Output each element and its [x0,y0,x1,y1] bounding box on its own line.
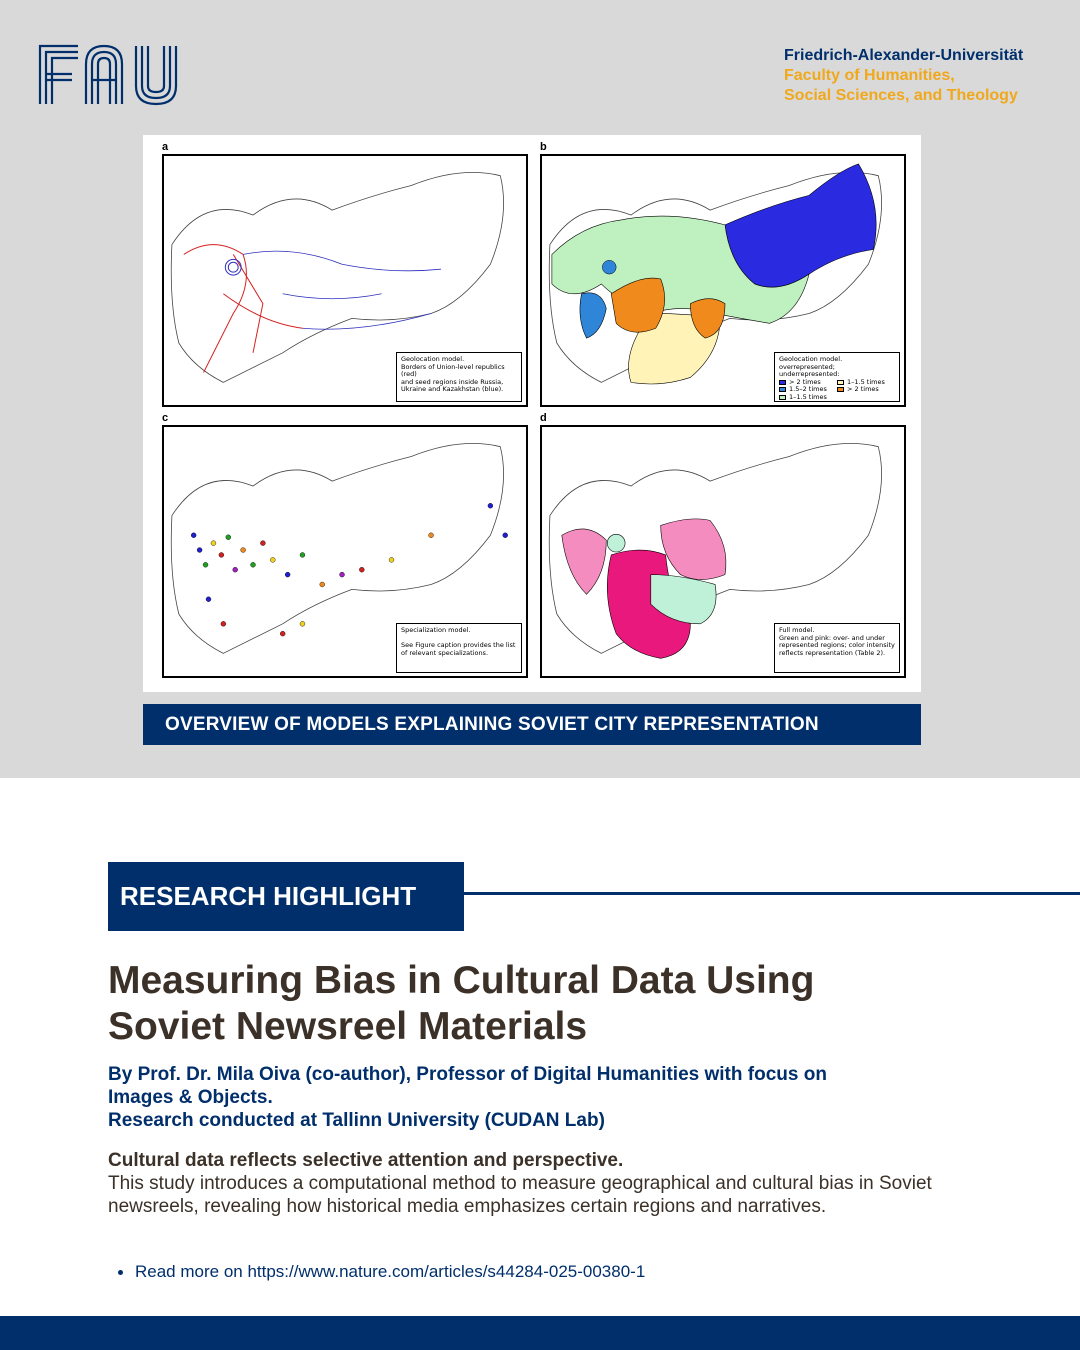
byline [108,1063,988,1132]
legend-line: Geolocation model. [401,355,465,363]
faculty-line-2: Social Sciences, and Theology [784,87,1018,104]
panel-d-legend [774,623,900,673]
legend-item [837,386,895,394]
figure [143,135,921,692]
legend-swatch [779,380,786,385]
university-name: Friedrich-Alexander-Universität [784,47,1024,64]
panel-b-map [540,154,906,407]
legend-line: Full model. [779,626,815,634]
research-highlight-tag: RESEARCH HIGHLIGHT [108,862,464,931]
title-line-2: Soviet Newsreel Materials [108,1005,588,1048]
byline-line-3: Research conducted at Tallinn University (CUDAN Lab) [108,1110,605,1131]
faculty-line-1: Faculty of Humanities, [784,67,955,84]
article-title [108,958,1008,1050]
legend-line: and seed regions inside Russia, [401,377,504,386]
legend-label: 1–1.5 times [789,392,827,401]
title-line-1: Measuring Bias in Cultural Data Using [108,959,815,1002]
legend-line: Green and pink: over- and under [779,633,885,642]
legend-line: Specialization model. [401,626,471,634]
byline-line-2: Images & Objects. [108,1087,273,1108]
legend-line: of relevant specializations. [401,648,489,657]
university-block [784,46,1046,106]
tag-rule [464,892,1080,895]
panel-a-letter: a [162,141,169,153]
legend-swatch [837,380,844,385]
body-text: This study introduces a computational method to measure geographical and cultural bias in Soviet newsreels, revealing how historical media emphasizes certain regions and narratives. [108,1173,932,1217]
panel-b-letter: b [540,141,547,153]
legend-label: > 2 times [789,377,821,386]
byline-line-1: By Prof. Dr. Mila Oiva (co-author), Professor of Digital Humanities with focus on [108,1064,827,1085]
legend-line: overrepresented; underrepresented: [779,362,840,378]
panel-c-map [162,425,528,678]
fau-logo [38,44,202,106]
legend-line: reflects representation (Table 2). [779,648,886,657]
legend-swatch [779,387,786,392]
figure-caption: OVERVIEW OF MODELS EXPLAINING SOVIET CITY REPRESENTATION [143,704,921,745]
bullet-icon [118,1270,123,1275]
legend-swatch [837,387,844,392]
panel-b-legend [774,352,900,402]
panel-c-legend [396,623,522,673]
panel-a-map [162,154,528,407]
panel-d-letter: d [540,412,547,424]
footer-bar [0,1316,1080,1350]
legend-line: See Figure caption provides the list [401,641,516,649]
panel-d-map [540,425,906,678]
legend-line: Borders of Union-level republics (red) [401,362,505,378]
panel-a-legend [396,352,522,402]
lead-sentence: Cultural data reflects selective attention and perspective. [108,1150,624,1171]
legend-label: 1.5–2 times [789,385,827,393]
panel-c-letter: c [162,412,169,424]
legend-line: Geolocation model. [779,355,843,363]
legend-line: Ukraine and Kazakhstan (blue). [401,385,504,393]
legend-line: represented regions; color intensity [779,641,895,649]
legend-swatch [779,395,786,400]
legend-item [779,394,837,402]
legend-label: > 2 times [847,385,879,393]
legend-label: 1–1.5 times [847,377,885,386]
read-more-link[interactable]: Read more on https://www.nature.com/articles/s44284-025-00380-1 [135,1262,646,1281]
legend-items [779,379,895,402]
read-more-item[interactable] [118,1261,645,1283]
